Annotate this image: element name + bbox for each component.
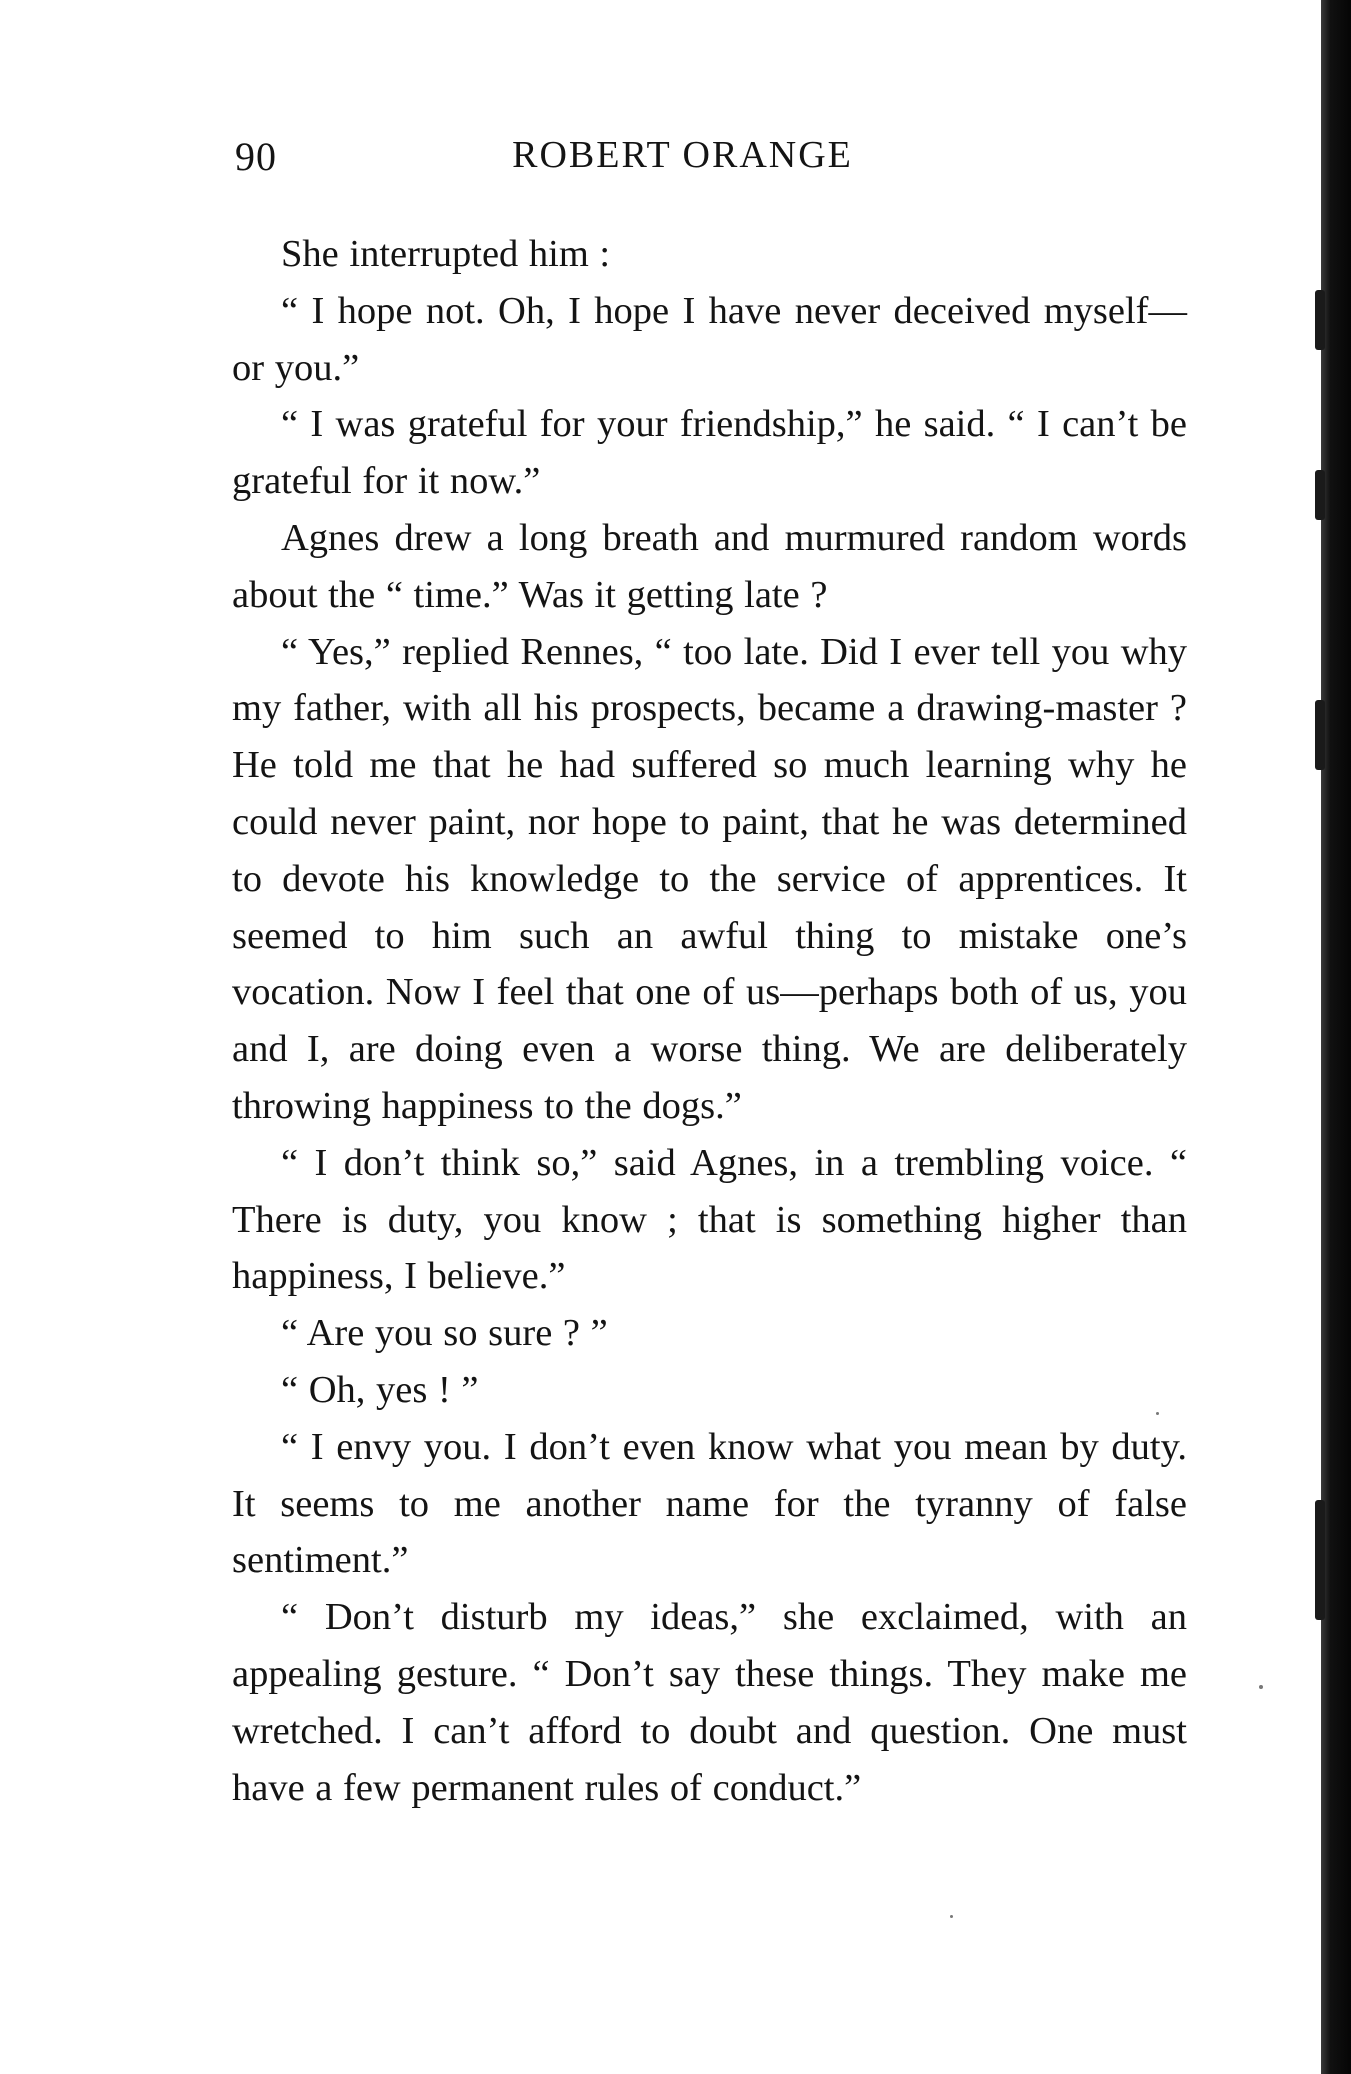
page-header xyxy=(235,133,1190,183)
running-title: ROBERT ORANGE xyxy=(512,134,853,176)
paragraph: “ I was grateful for your friendship,” he said. “ I can’t be grateful for it now.” xyxy=(232,403,1187,503)
paragraph: “ Are you so sure ? ” xyxy=(281,1312,608,1355)
body-text xyxy=(232,226,1187,1816)
paragraph: Agnes drew a long breath and murmured random words about the “ time.” Was it getting late ? xyxy=(232,516,1187,616)
paper-speck xyxy=(1259,1685,1263,1689)
paper-speck xyxy=(950,1915,953,1918)
paragraph: “ Oh, yes ! ” xyxy=(281,1368,479,1411)
paragraph: She interrupted him : xyxy=(281,233,611,275)
paragraph: “ I hope not. Oh, I hope I have never deceived myself—or you.” xyxy=(232,289,1187,389)
page-number: 90 xyxy=(235,134,277,179)
page-edge-notch xyxy=(1315,700,1325,770)
paragraph: “ I envy you. I don’t even know what you mean by duty. It seems to me another name for the tyranny of false sentiment.” xyxy=(232,1425,1187,1582)
page-edge-shadow xyxy=(1321,0,1351,2074)
paragraph: “ I don’t think so,” said Agnes, in a trembling voice. “ There is duty, you know ; that is something higher than happiness, I believe.” xyxy=(232,1141,1187,1298)
page-edge-notch xyxy=(1315,1500,1325,1620)
page-edge-notch xyxy=(1315,470,1325,520)
page-edge-notch xyxy=(1315,290,1325,350)
paragraph: “ Yes,” replied Rennes, “ too late. Did I ever tell you why my father, with all his prospects, became a drawing-master ? He told me that he had suffered so much learning why he could never paint, nor hope to paint, that he was determined to devote his knowledge to the service of apprentices. It seemed to him such an awful thing to mistake one’s vocation. Now I feel that one of us—perhaps both of us, you and I, are doing even a worse thing. We are deliberately throwing happiness to the dogs.” xyxy=(232,630,1187,1127)
paragraph: “ Don’t disturb my ideas,” she exclaimed, with an appealing gesture. “ Don’t say these things. They make me wretched. I can’t afford to doubt and question. One must have a few permanent rules of conduct.” xyxy=(232,1596,1187,1809)
